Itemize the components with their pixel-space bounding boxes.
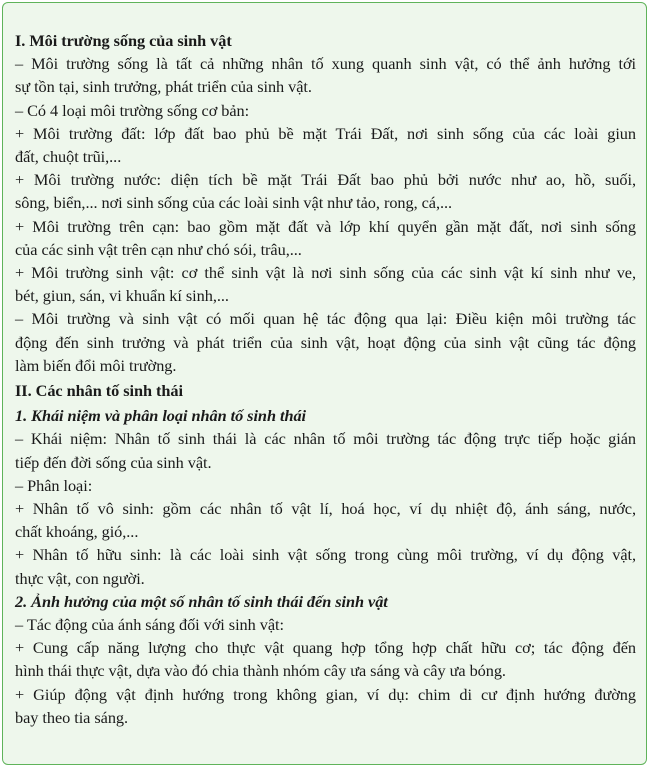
paragraph-line: bay theo tia sáng. xyxy=(15,707,129,727)
subheading-concept: 1. Khái niệm và phân loại nhân tố sinh thái xyxy=(15,406,307,426)
paragraph-line: – Môi trường sống là tất cả những nhân tố xung quanh sinh vật, có thể ảnh hưởng tới xyxy=(15,54,636,74)
paragraph-line: thực vật, con người. xyxy=(15,568,145,588)
heading-section-2: II. Các nhân tố sinh thái xyxy=(15,381,183,401)
paragraph-line: chất khoáng, gió,... xyxy=(15,522,139,542)
subheading-influence: 2. Ảnh hưởng của một số nhân tố sinh thái đến sinh vật xyxy=(15,591,388,611)
paragraph-line: của các sinh vật trên cạn như chó sói, trâu,... xyxy=(15,239,302,259)
paragraph-line: đất, chuột trũi,... xyxy=(15,147,122,167)
paragraph-line: + Nhân tố vô sinh: gồm các nhân tố vật lí, hoá học, ví dụ nhiệt độ, ánh sáng, nước, xyxy=(15,499,636,519)
paragraph-line: sự tồn tại, sinh trưởng, phát triển của sinh vật. xyxy=(15,77,312,97)
paragraph-line: sông, biển,... nơi sinh sống của các loài sinh vật như tảo, rong, cá,... xyxy=(15,193,453,213)
heading-section-1: I. Môi trường sống của sinh vật xyxy=(15,31,232,50)
paragraph-line: – Tác động của ánh sáng đối với sinh vật: xyxy=(15,615,284,635)
paragraph-line: – Có 4 loại môi trường sống cơ bản: xyxy=(15,100,250,120)
paragraph-line: hình thái thực vật, dựa vào đó chia thành nhóm cây ưa sáng và cây ưa bóng. xyxy=(15,661,506,681)
paragraph-line: + Cung cấp năng lượng cho thực vật quang hợp tổng hợp chất hữu cơ; tác động đến xyxy=(15,638,636,658)
paragraph-line: – Phân loại: xyxy=(15,475,93,495)
paragraph-line: bét, giun, sán, vi khuẩn kí sinh,... xyxy=(15,286,229,306)
paragraph-line: + Môi trường trên cạn: bao gồm mặt đất và lớp khí quyển gần mặt đất, nơi sinh sống xyxy=(15,216,636,236)
paragraph-line: động đến sinh trưởng và phát triển của sinh vật, hoạt động của sinh vật cũng tác động xyxy=(15,332,636,352)
paragraph-line: làm biến đổi môi trường. xyxy=(15,355,177,375)
paragraph-line: + Môi trường sinh vật: cơ thể sinh vật là nơi sinh sống của các sinh vật kí sinh như ve, xyxy=(15,263,636,283)
paragraph-line: + Giúp động vật định hướng trong không gian, ví dụ: chim di cư định hướng đường xyxy=(15,684,636,704)
paragraph-line: – Môi trường và sinh vật có mối quan hệ tác động qua lại: Điều kiện môi trường tác xyxy=(15,309,636,329)
paragraph-line: – Khái niệm: Nhân tố sinh thái là các nhân tố môi trường tác động trực tiếp hoặc gián xyxy=(15,429,636,449)
paragraph-line: + Môi trường nước: diện tích bề mặt Trái Đất bao phủ bởi nước như ao, hồ, suối, xyxy=(15,170,636,190)
content-panel xyxy=(2,2,647,765)
paragraph-line: tiếp đến đời sống của sinh vật. xyxy=(15,452,212,472)
paragraph-line: + Nhân tố hữu sinh: là các loài sinh vật sống trong cùng môi trường, ví dụ động vật, xyxy=(15,545,636,565)
paragraph-line: + Môi trường đất: lớp đất bao phủ bề mặt Trái Đất, nơi sinh sống của các loài giun xyxy=(15,123,636,143)
